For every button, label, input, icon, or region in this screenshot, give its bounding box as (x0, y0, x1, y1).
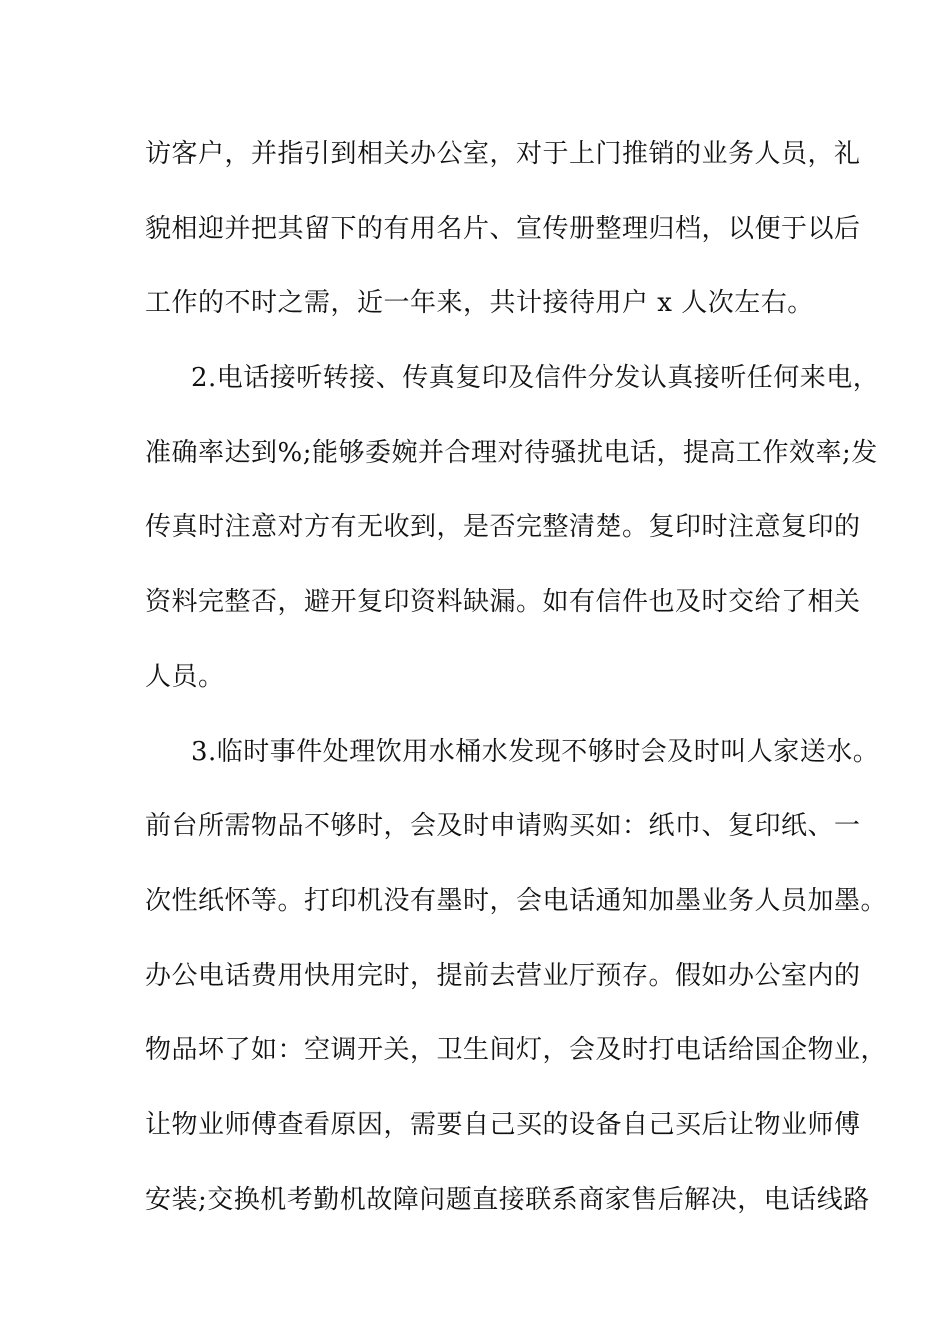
text-line: 办公电话费用快用完时，提前去营业厅预存。假如办公室内的 (145, 960, 861, 991)
text-line: 让物业师傅查看原因，需要自己买的设备自己买后让物业师傅 (145, 1109, 861, 1140)
document-body (145, 130, 888, 1250)
text-line: 前台所需物品不够时，会及时申请购买如：纸巾、复印纸、一 (145, 811, 861, 842)
text-line: 次性纸怀等。打印机没有墨时，会电话通知加墨业务人员加墨。 (145, 885, 888, 916)
text-line: 访客户，并指引到相关办公室，对于上门推销的业务人员，礼 (145, 139, 861, 169)
text-line-paragraph-start: 2.电话接听转接、传真复印及信件分发认真接听任何来电， (191, 363, 880, 394)
text-line: 资料完整否，避开复印资料缺漏。如有信件也及时交给了相关 (145, 587, 861, 618)
text-line: 准确率达到%;能够委婉并合理对待骚扰电话，提高工作效率;发 (145, 437, 878, 468)
text-line: 工作的不时之需，近一年来，共计接待用户 x 人次左右。 (145, 288, 814, 319)
text-line-paragraph-start: 3.临时事件处理饮用水桶水发现不够时会及时叫人家送水。 (191, 736, 880, 767)
text-line: 人员。 (145, 661, 225, 692)
text-line: 物品坏了如：空调开关，卫生间灯，会及时打电话给国企物业， (145, 1035, 888, 1066)
text-line: 安装;交换机考勤机故障问题直接联系商家售后解决，电话线路 (145, 1184, 870, 1215)
text-line: 传真时注意对方有无收到，是否完整清楚。复印时注意复印的 (145, 512, 861, 543)
text-line: 貌相迎并把其留下的有用名片、宣传册整理归档，以便于以后 (145, 213, 861, 244)
